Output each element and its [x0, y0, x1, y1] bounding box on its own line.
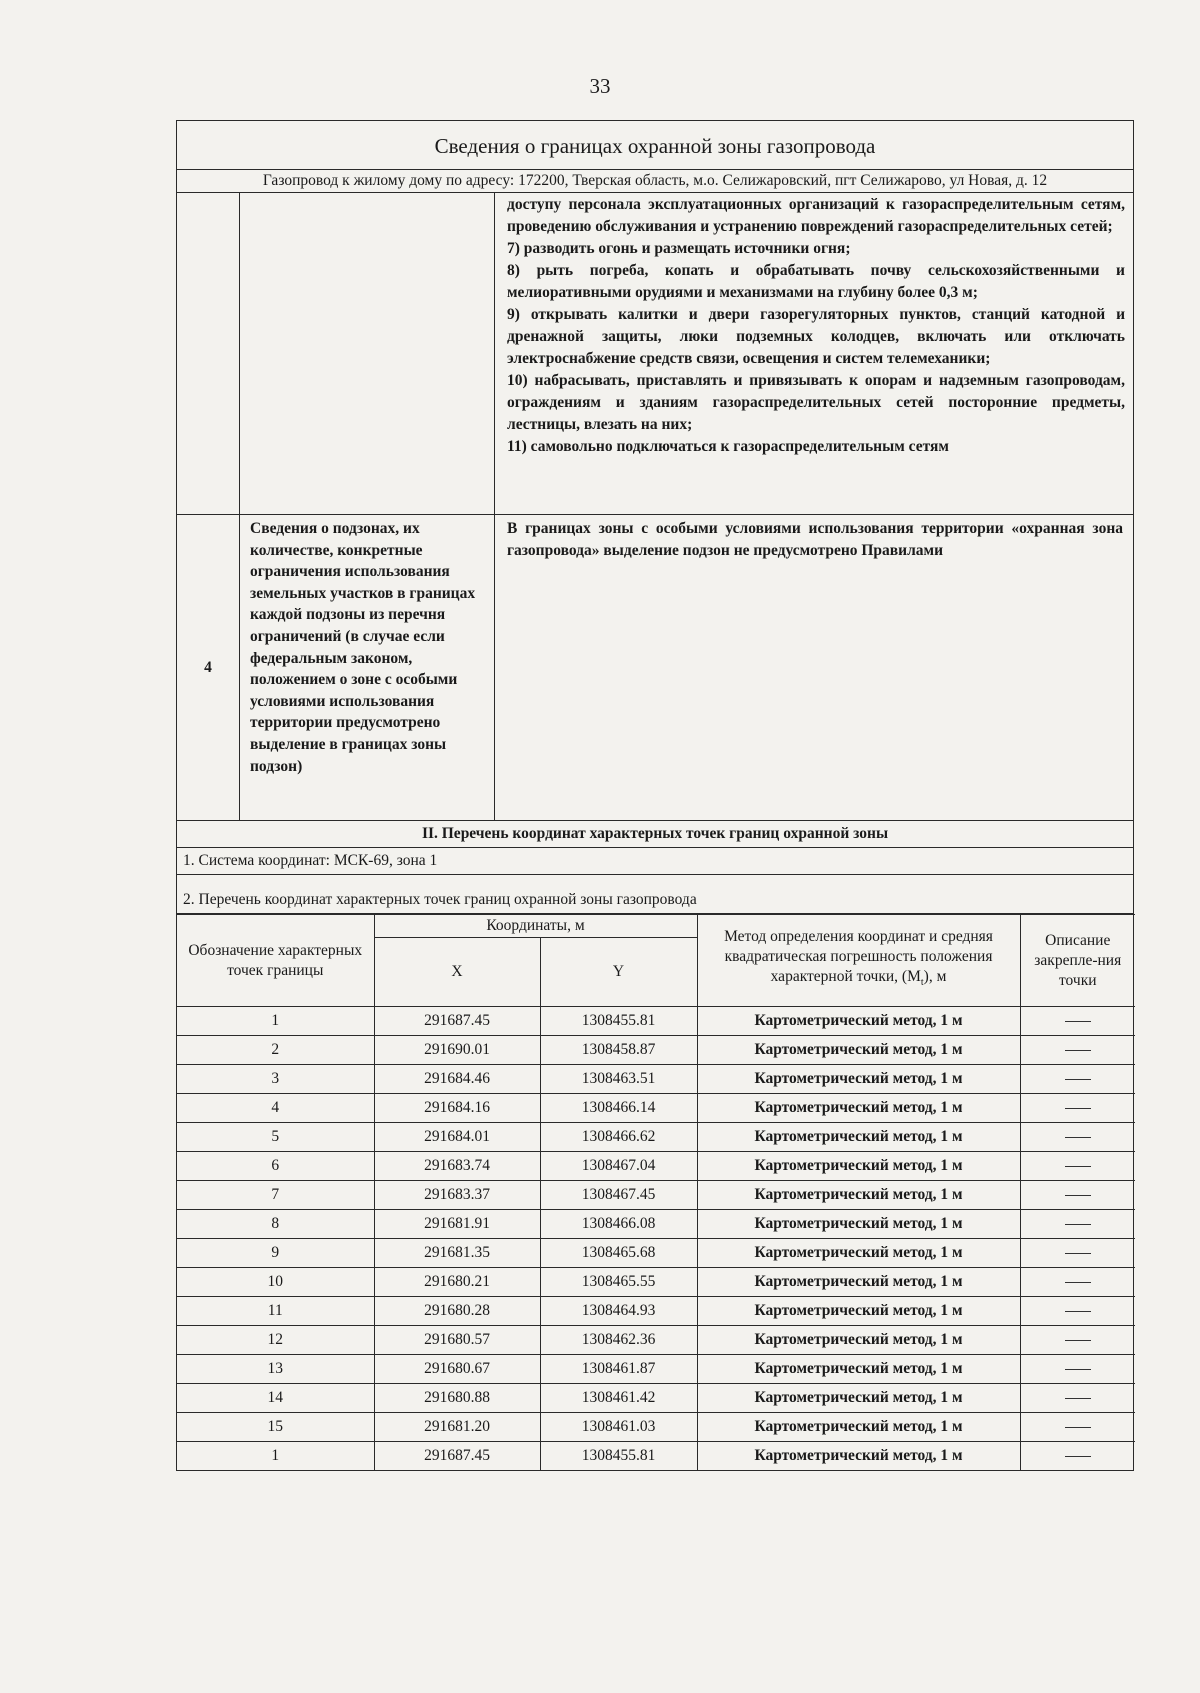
dash-mark: [1065, 1282, 1091, 1283]
cell-point: 3: [177, 1065, 374, 1094]
cell-point: 14: [177, 1384, 374, 1413]
cell-point: 10: [177, 1268, 374, 1297]
table-row: [177, 1123, 1135, 1152]
table-row: [177, 1239, 1135, 1268]
row-description: В границах зоны с особыми условиями использования территории «охранная зона газопровода» выделение подзон не предусмотрено Правилами: [507, 520, 1123, 559]
coordinate-system: 1. Система координат: МСК-69, зона 1: [177, 848, 1133, 875]
cell-method: Картометрический метод, 1 м: [697, 1442, 1020, 1471]
cell-point: 2: [177, 1036, 374, 1065]
dash-mark: [1065, 1195, 1091, 1196]
cell-y: 1308467.45: [540, 1181, 697, 1210]
cell-description: [1020, 1239, 1135, 1268]
restriction-item: 9) открывать калитки и двери газорегуляторных пунктов, станций катодной и дренажной защиты, люки подземных колодцев, включать или отключать электроснабжение средств связи, освещения и систем телемеханики;: [507, 306, 1125, 367]
cell-method: Картометрический метод, 1 м: [697, 1355, 1020, 1384]
header-description: Описание закрепле-ния точки: [1020, 915, 1135, 1007]
dash-mark: [1065, 1137, 1091, 1138]
cell-method: Картометрический метод, 1 м: [697, 1384, 1020, 1413]
cell-y: 1308465.68: [540, 1239, 697, 1268]
cell-y: 1308455.81: [540, 1442, 697, 1471]
table-row: [177, 1036, 1135, 1065]
coordinates-table: [177, 914, 1135, 1470]
table-row: [177, 1326, 1135, 1355]
cell-point: 13: [177, 1355, 374, 1384]
cell-point: 1: [177, 1442, 374, 1471]
cell-method: Картометрический метод, 1 м: [697, 1297, 1020, 1326]
cell-x: 291690.01: [374, 1036, 540, 1065]
header-coords: Координаты, м: [374, 915, 697, 938]
cell-method: Картометрический метод, 1 м: [697, 1239, 1020, 1268]
cell-x: 291684.46: [374, 1065, 540, 1094]
table-row: [177, 1065, 1135, 1094]
dash-mark: [1065, 1224, 1091, 1225]
cell-method: Картометрический метод, 1 м: [697, 1007, 1020, 1036]
header-method: Метод определения координат и средняя квадратическая погрешность положения характерной точки, $(M_t)$, м: [697, 915, 1020, 1007]
dash-mark: [1065, 1166, 1091, 1167]
table-row: [177, 1094, 1135, 1123]
dash-mark: [1065, 1398, 1091, 1399]
cell-x: 291684.01: [374, 1123, 540, 1152]
restriction-item: доступу персонала эксплуатационных организаций к газораспределительным сетям, проведению обслуживания и устранению повреждений газораспределительных сетей;: [507, 196, 1125, 235]
row-name: Сведения о подзонах, их количестве, конкретные ограничения использования земельных участков в границах каждой подзоны из перечня ограничений (в случае если федеральным законом, положением о зоне с особыми условиями использования территории предусмотрено выделение в границах зоны подзон): [240, 515, 495, 820]
cell-point: 7: [177, 1181, 374, 1210]
cell-y: 1308462.36: [540, 1326, 697, 1355]
cell-description: [1020, 1326, 1135, 1355]
table-row: [177, 1268, 1135, 1297]
table-row: [177, 1152, 1135, 1181]
cell-description: [1020, 1297, 1135, 1326]
cell-description: [1020, 1210, 1135, 1239]
cell-description: [1020, 1152, 1135, 1181]
cell-description: [1020, 1384, 1135, 1413]
row-number: [177, 193, 240, 514]
cell-description: [1020, 1181, 1135, 1210]
cell-y: 1308463.51: [540, 1065, 697, 1094]
cell-description: [1020, 1268, 1135, 1297]
table-row: [177, 1181, 1135, 1210]
subzones-row: [177, 515, 1133, 821]
cell-method: Картометрический метод, 1 м: [697, 1065, 1020, 1094]
cell-description: [1020, 1036, 1135, 1065]
row-name: [240, 193, 495, 514]
page-number: 33: [589, 74, 611, 98]
cell-method: Картометрический метод, 1 м: [697, 1181, 1020, 1210]
cell-description: [1020, 1355, 1135, 1384]
section-title: Сведения о границах охранной зоны газопровода: [177, 121, 1133, 170]
cell-point: 11: [177, 1297, 374, 1326]
cell-y: 1308461.03: [540, 1413, 697, 1442]
cell-x: 291687.45: [374, 1442, 540, 1471]
cell-x: 291683.37: [374, 1181, 540, 1210]
cell-point: 5: [177, 1123, 374, 1152]
cell-description: [1020, 1413, 1135, 1442]
dash-mark: [1065, 1311, 1091, 1312]
cell-method: Картометрический метод, 1 м: [697, 1210, 1020, 1239]
section-title: II. Перечень координат характерных точек границ охранной зоны: [177, 821, 1133, 848]
cell-point: 15: [177, 1413, 374, 1442]
dash-mark: [1065, 1456, 1091, 1457]
cell-x: 291680.57: [374, 1326, 540, 1355]
cell-x: 291680.21: [374, 1268, 540, 1297]
cell-x: 291681.20: [374, 1413, 540, 1442]
coordinates-body: [177, 1007, 1135, 1471]
table-row: [177, 1384, 1135, 1413]
cell-y: 1308464.93: [540, 1297, 697, 1326]
cell-x: 291680.28: [374, 1297, 540, 1326]
dash-mark: [1065, 1050, 1091, 1051]
cell-point: 1: [177, 1007, 374, 1036]
cell-point: 12: [177, 1326, 374, 1355]
restrictions-list: [495, 193, 1133, 514]
table-row: [177, 1413, 1135, 1442]
dash-mark: [1065, 1427, 1091, 1428]
row-number: 4: [177, 515, 240, 820]
cell-point: 9: [177, 1239, 374, 1268]
header-y: Y: [540, 938, 697, 1007]
restriction-item: 8) рыть погреба, копать и обрабатывать почву сельскохозяйственными и мелиоративными орудиями и механизмами на глубину более 0,3 м;: [507, 262, 1125, 301]
cell-description: [1020, 1007, 1135, 1036]
cell-x: 291680.88: [374, 1384, 540, 1413]
cell-method: Картометрический метод, 1 м: [697, 1326, 1020, 1355]
cell-x: 291683.74: [374, 1152, 540, 1181]
cell-x: 291680.67: [374, 1355, 540, 1384]
dash-mark: [1065, 1021, 1091, 1022]
cell-point: 8: [177, 1210, 374, 1239]
restriction-item: 11) самовольно подключаться к газораспределительным сетям: [507, 438, 949, 455]
header-point: Обозначение характерных точек границы: [177, 915, 374, 1007]
cell-y: 1308467.04: [540, 1152, 697, 1181]
dash-mark: [1065, 1108, 1091, 1109]
dash-mark: [1065, 1369, 1091, 1370]
cell-y: 1308466.62: [540, 1123, 697, 1152]
cell-method: Картометрический метод, 1 м: [697, 1152, 1020, 1181]
cell-y: 1308466.14: [540, 1094, 697, 1123]
cell-description: [1020, 1065, 1135, 1094]
document-frame: [176, 120, 1134, 1471]
cell-point: 4: [177, 1094, 374, 1123]
cell-y: 1308461.87: [540, 1355, 697, 1384]
object-name: Газопровод к жилому дому по адресу: 172200, Тверская область, м.о. Селижаровский, пгт Селижарово, ул Новая, д. 12: [177, 170, 1133, 193]
cell-point: 6: [177, 1152, 374, 1181]
table-row: [177, 1297, 1135, 1326]
cell-y: 1308466.08: [540, 1210, 697, 1239]
cell-method: Картометрический метод, 1 м: [697, 1268, 1020, 1297]
restriction-item: 7) разводить огонь и размещать источники огня;: [507, 240, 851, 257]
cell-description: [1020, 1123, 1135, 1152]
restrictions-row: [177, 193, 1133, 515]
table-row: [177, 1007, 1135, 1036]
cell-x: 291681.35: [374, 1239, 540, 1268]
cell-description: [1020, 1442, 1135, 1471]
cell-method: Картометрический метод, 1 м: [697, 1036, 1020, 1065]
dash-mark: [1065, 1253, 1091, 1254]
dash-mark: [1065, 1079, 1091, 1080]
cell-method: Картометрический метод, 1 м: [697, 1094, 1020, 1123]
table-row: [177, 1355, 1135, 1384]
cell-x: 291684.16: [374, 1094, 540, 1123]
table-row: [177, 1210, 1135, 1239]
cell-y: 1308458.87: [540, 1036, 697, 1065]
cell-y: 1308455.81: [540, 1007, 697, 1036]
restriction-item: 10) набрасывать, приставлять и привязывать к опорам и надземным газопроводам, ограждениям и зданиям газораспределительных сетей посторонние предметы, лестницы, влезать на них;: [507, 372, 1125, 433]
cell-x: 291681.91: [374, 1210, 540, 1239]
table-row: [177, 1442, 1135, 1471]
list-title: 2. Перечень координат характерных точек границ охранной зоны газопровода: [177, 875, 1133, 914]
cell-description: [1020, 1094, 1135, 1123]
cell-method: Картометрический метод, 1 м: [697, 1123, 1020, 1152]
cell-x: 291687.45: [374, 1007, 540, 1036]
cell-y: 1308461.42: [540, 1384, 697, 1413]
dash-mark: [1065, 1340, 1091, 1341]
header-x: X: [374, 938, 540, 1007]
cell-method: Картометрический метод, 1 м: [697, 1413, 1020, 1442]
cell-y: 1308465.55: [540, 1268, 697, 1297]
